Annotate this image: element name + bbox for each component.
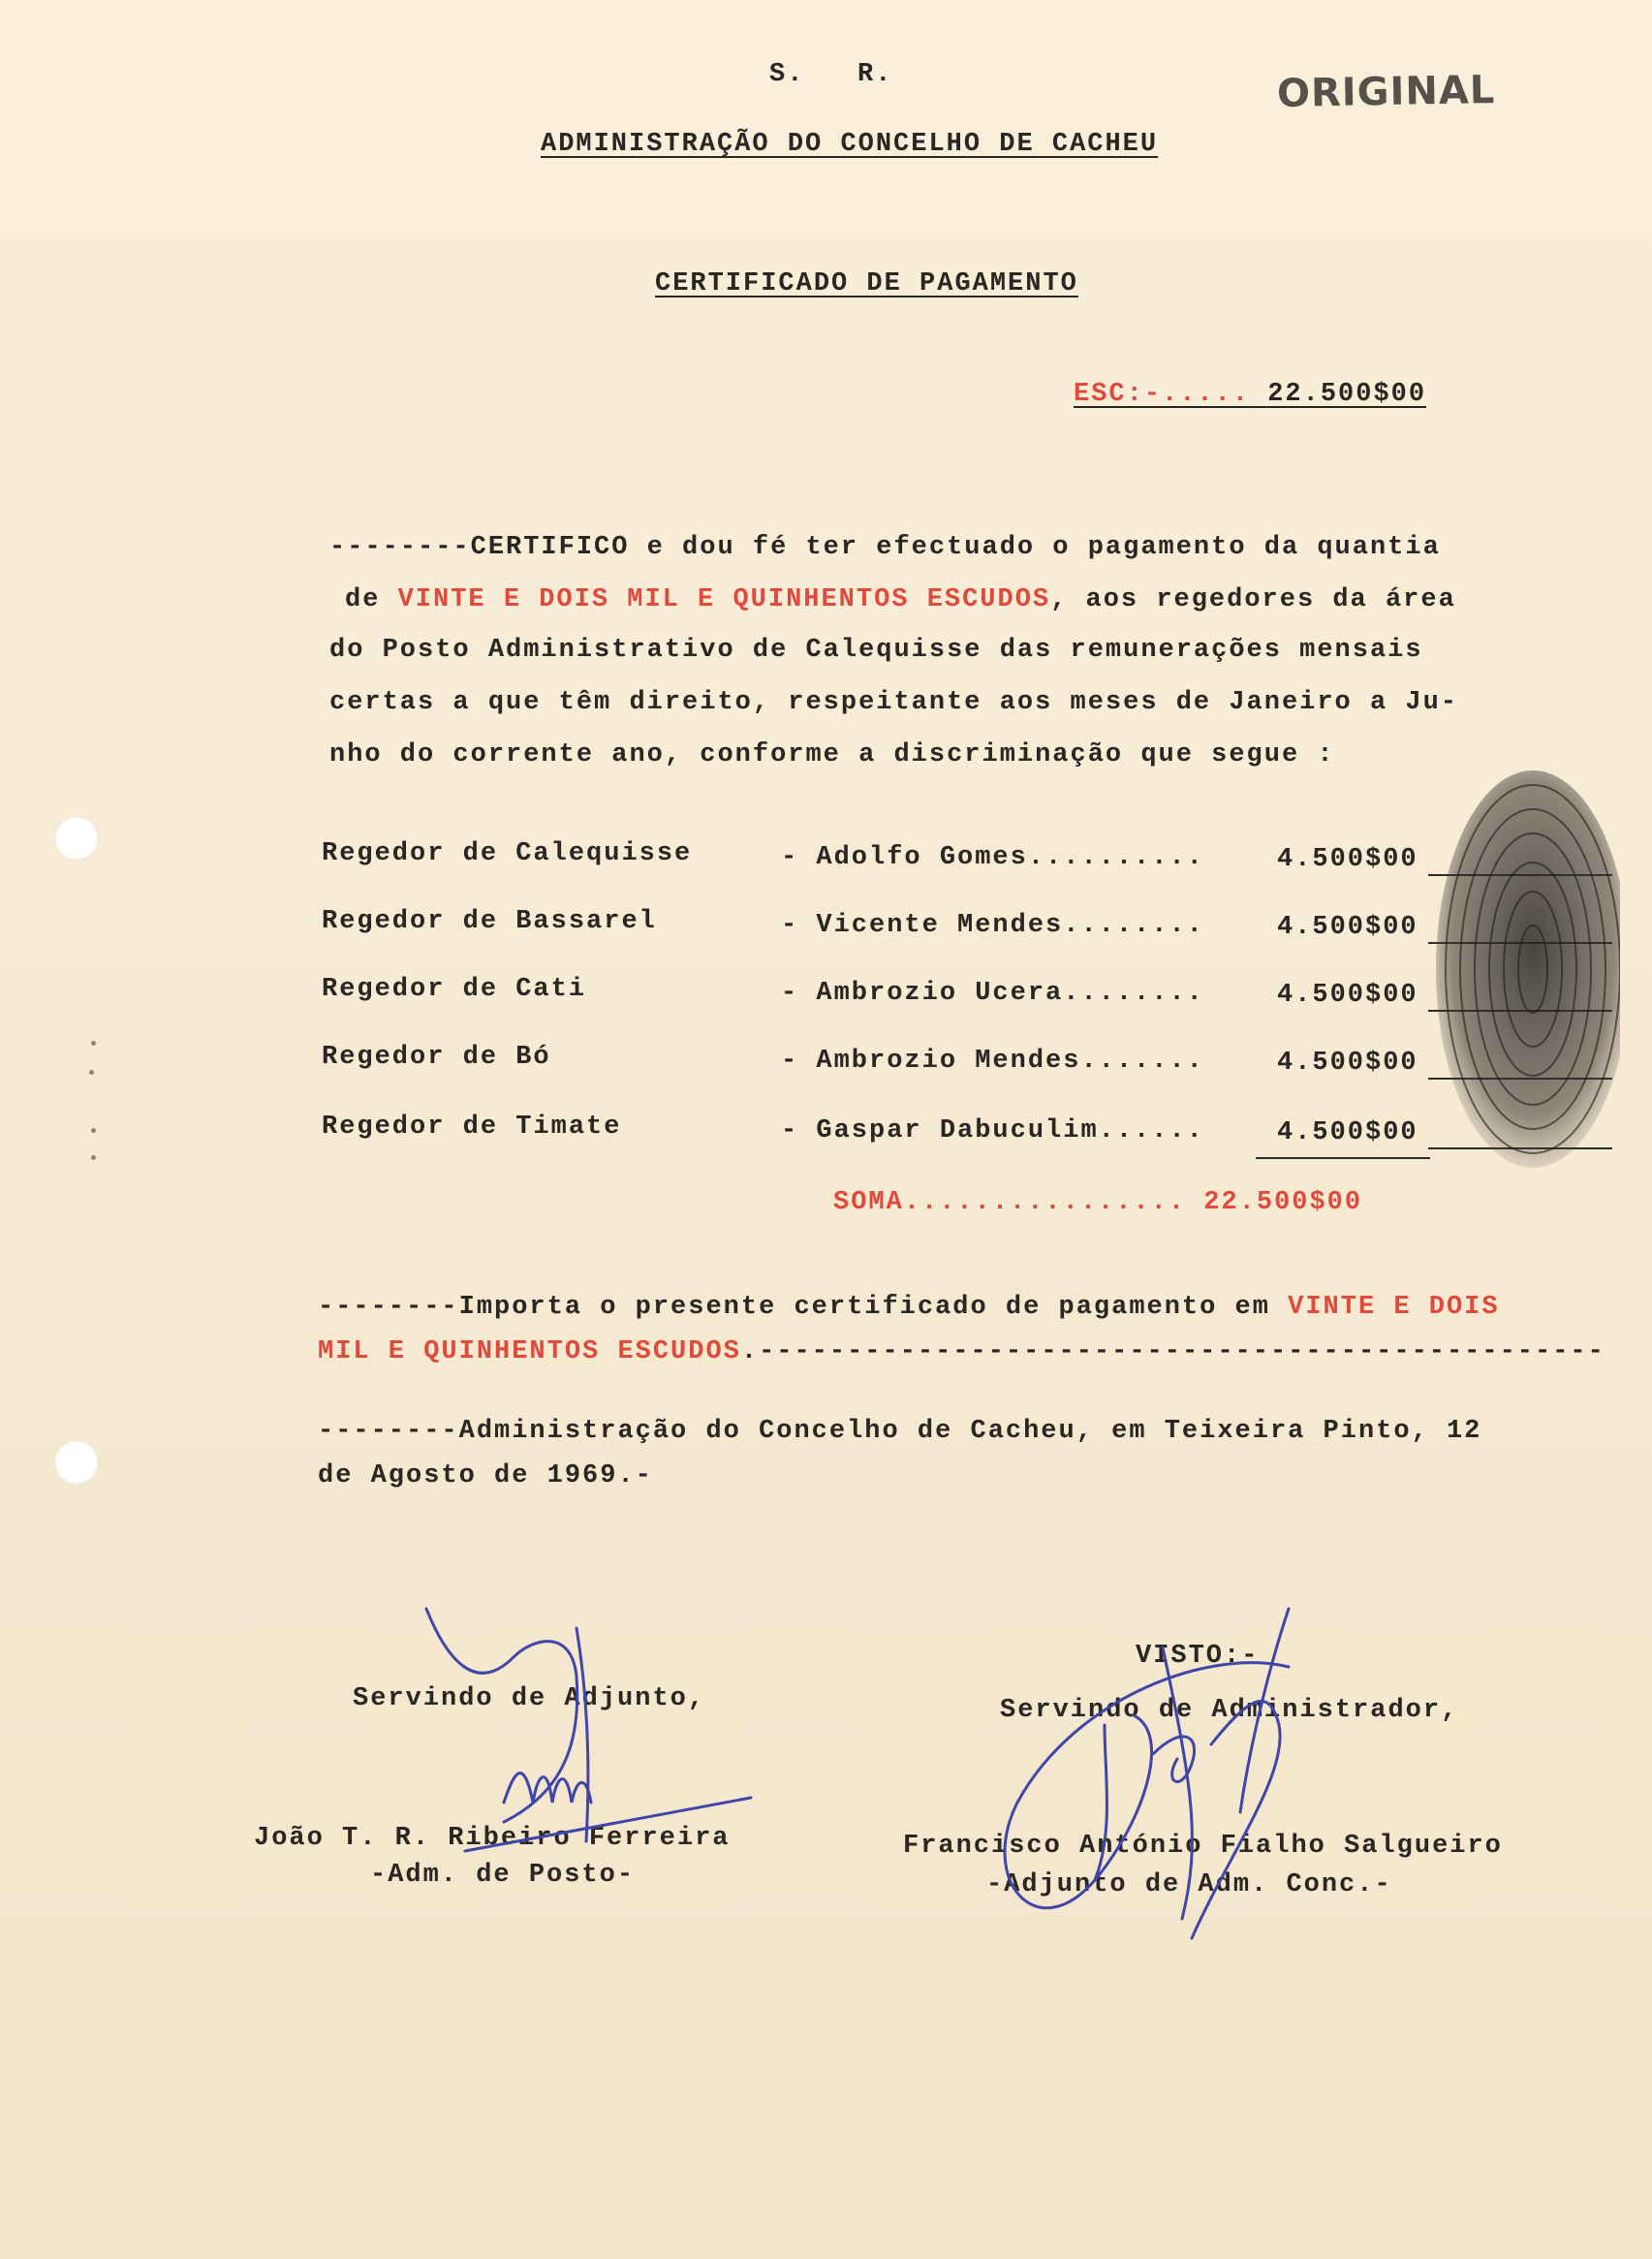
p2-l2-post: .------------------------------------------------ [740, 1337, 1605, 1366]
payment-role: Regedor de Bó [322, 1043, 551, 1072]
punch-hole-bottom [54, 1440, 99, 1485]
margin-mark [91, 1155, 96, 1160]
left-signatory-name: João T. R. Ribeiro Ferreira [254, 1824, 731, 1853]
payment-amount: 4.500$00 [1277, 1049, 1418, 1078]
total-dots: ................ [903, 1188, 1187, 1217]
esc-prefix: ESC:-..... [1074, 380, 1251, 409]
total-label: SOMA [833, 1188, 904, 1217]
payment-amount: 4.500$00 [1277, 1118, 1418, 1147]
payment-name: - Adolfo Gomes.......... [781, 843, 1204, 872]
document-title: CERTIFICADO DE PAGAMENTO [655, 269, 1078, 298]
esc-amount: 22.500$00 [1267, 380, 1427, 409]
payment-name: - Gaspar Dabuculim...... [781, 1116, 1204, 1145]
left-signatory-role: Servindo de Adjunto, [353, 1684, 706, 1713]
p1-l2-post: , aos regedores da área [1050, 585, 1456, 614]
paragraph-2-line-1 [318, 1293, 1500, 1322]
punch-hole-top [54, 816, 99, 861]
total-row [833, 1188, 1362, 1217]
margin-mark [91, 1041, 96, 1046]
right-signature [959, 1589, 1366, 1958]
original-stamp: ORIGINAL [1276, 68, 1496, 116]
esc-line [1074, 380, 1426, 409]
fingerprint-mark [1417, 766, 1620, 1182]
paragraph-1-line-4: certas a que têm direito, respeitante aos meses de Janeiro a Ju- [329, 688, 1458, 717]
left-signature [407, 1599, 765, 1890]
total-amount: 22.500$00 [1203, 1188, 1363, 1217]
paragraph-3-line-1: --------Administração do Concelho de Cacheu, em Teixeira Pinto, 12 [318, 1417, 1482, 1446]
paragraph-3-line-2: de Agosto de 1969.- [318, 1461, 653, 1490]
paragraph-1-line-3: do Posto Administrativo de Calequisse das remunerações mensais [329, 636, 1423, 665]
right-signatory-name: Francisco António Fialho Salgueiro [903, 1832, 1503, 1861]
administration-heading: ADMINISTRAÇÃO DO CONCELHO DE CACHEU [541, 130, 1159, 159]
total-rule [1256, 1157, 1430, 1159]
header-sr: S. R. [769, 60, 893, 89]
paragraph-1-line-2 [345, 585, 1456, 614]
paragraph-1-line-1: --------CERTIFICO e dou fé ter efectuado o pagamento da quantia [329, 533, 1441, 562]
p2-l1-pre: --------Importa o presente certificado de pagamento em [318, 1293, 1289, 1322]
payment-amount: 4.500$00 [1277, 981, 1418, 1010]
payment-role: Regedor de Calequisse [322, 839, 693, 868]
payment-name: - Ambrozio Mendes....... [781, 1047, 1204, 1076]
visto-label: VISTO:- [1136, 1642, 1260, 1671]
margin-mark [91, 1128, 96, 1133]
right-signatory-role: Servindo de Administrador, [1000, 1696, 1459, 1725]
payment-role: Regedor de Bassarel [322, 907, 657, 936]
p2-l2-red: MIL E QUINHENTOS ESCUDOS [318, 1337, 741, 1366]
margin-mark [89, 1070, 94, 1075]
right-signatory-title: -Adjunto de Adm. Conc.- [986, 1870, 1392, 1899]
p1-l2-pre: de [345, 585, 398, 614]
payment-amount: 4.500$00 [1277, 845, 1418, 874]
payment-amount: 4.500$00 [1277, 913, 1418, 942]
payment-role: Regedor de Timate [322, 1113, 622, 1142]
paragraph-2-line-2 [318, 1337, 1605, 1366]
payment-name: - Vicente Mendes........ [781, 911, 1204, 940]
payment-name: - Ambrozio Ucera........ [781, 979, 1204, 1008]
paragraph-1-line-5: nho do corrente ano, conforme a discriminação que segue : [329, 740, 1335, 769]
p2-l1-red: VINTE E DOIS [1288, 1293, 1500, 1322]
left-signatory-title: -Adm. de Posto- [370, 1861, 636, 1890]
amount-in-words: VINTE E DOIS MIL E QUINHENTOS ESCUDOS [397, 585, 1051, 614]
payment-role: Regedor de Cati [322, 975, 587, 1004]
